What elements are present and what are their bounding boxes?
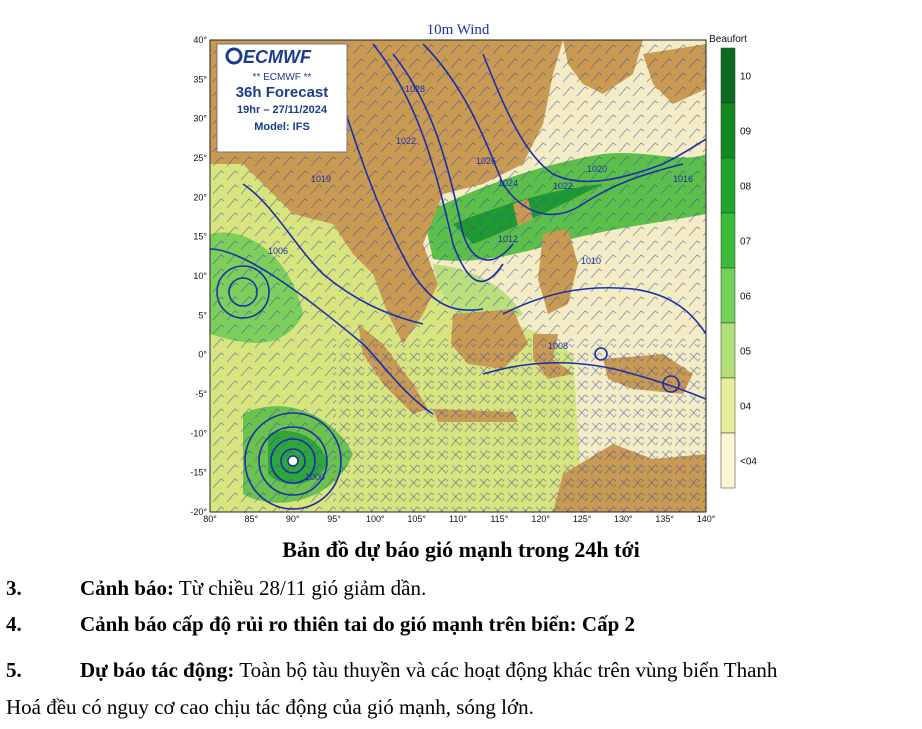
latitude-axis <box>190 35 207 517</box>
lon-tick-label: 100° <box>366 514 385 524</box>
lat-tick-label: -10° <box>190 428 207 439</box>
forecast-datetime: 19hr – 27/11/2024 <box>237 104 327 116</box>
item-4 <box>6 611 635 637</box>
item-number: 3. <box>6 576 22 600</box>
longitude-axis <box>203 514 716 524</box>
lat-tick-label: 15° <box>193 231 207 242</box>
colorbar-label: 06 <box>740 291 752 303</box>
lon-tick-label: 80° <box>203 514 217 524</box>
model-label: Model: IFS <box>254 121 310 133</box>
isobar-label: 1020 <box>586 164 608 174</box>
colorbar-label: 09 <box>740 126 752 138</box>
lon-tick-label: 115° <box>490 514 509 524</box>
colorbar-cell <box>721 213 735 268</box>
forecast-info-box <box>217 44 347 152</box>
colorbar-label: 10 <box>740 71 752 83</box>
isobar-label: 1019 <box>310 174 332 184</box>
colorbar-cell <box>721 378 735 433</box>
isobar-label: 1000 <box>304 472 326 482</box>
item-number: 5. <box>6 658 22 682</box>
item-5 <box>6 657 777 683</box>
lon-tick-label: 125° <box>572 514 592 524</box>
colorbar-label: 08 <box>740 181 752 193</box>
item-number: 4. <box>6 612 22 636</box>
lon-tick-label: 120° <box>531 514 550 524</box>
lat-tick-label: -15° <box>190 467 207 478</box>
item-5-continuation: Hoá đều có nguy cơ cao chịu tác động của gió mạnh, sóng lớn. <box>6 695 534 719</box>
colorbar-label: <04 <box>740 456 757 468</box>
colorbar-label: 05 <box>740 346 752 358</box>
colorbar-title: Beaufort <box>709 34 747 45</box>
lon-tick-label: 130° <box>614 514 633 524</box>
colorbar-cell <box>721 48 735 103</box>
item-text: Toàn bộ tàu thuyền và các hoạt động khác trên vùng biển Thanh <box>234 658 778 682</box>
colorbar-cell <box>721 323 735 378</box>
wind-forecast-map <box>183 14 757 526</box>
isobar-label: 1006 <box>267 246 289 256</box>
isobar-label: 1022 <box>395 136 417 146</box>
lon-tick-label: 135° <box>655 514 674 524</box>
colorbar-cell <box>721 433 735 488</box>
colorbar-cell <box>721 103 735 158</box>
item-label: Dự báo tác động: <box>80 658 235 682</box>
lat-tick-label: 25° <box>193 153 207 163</box>
isobar-label: 1010 <box>580 256 602 266</box>
isobar-label: 1024 <box>497 178 519 188</box>
map-canvas <box>183 14 757 526</box>
lat-tick-label: 20° <box>193 192 207 203</box>
beaufort-colorbar <box>709 34 757 488</box>
lat-tick-label: 40° <box>193 35 207 45</box>
colorbar-cell <box>721 158 735 213</box>
colorbar-label: 04 <box>740 401 752 413</box>
logo-text: ECMWF <box>243 47 311 67</box>
lon-tick-label: 85° <box>244 514 259 524</box>
lon-tick-label: 90° <box>285 514 300 524</box>
item-3 <box>6 575 426 601</box>
isobar-label: 1016 <box>672 174 694 184</box>
isobar-label: 1026 <box>475 156 497 166</box>
storm-center-icon <box>288 456 298 466</box>
lon-tick-label: 110° <box>449 514 467 524</box>
lat-tick-label: -5° <box>195 389 207 399</box>
lat-tick-label: -20° <box>190 507 207 517</box>
lon-tick-label: 105° <box>407 514 426 524</box>
isobar-label: 1012 <box>497 234 519 244</box>
lon-tick-label: 140° <box>696 514 716 524</box>
forecast-label: 36h Forecast <box>235 84 329 101</box>
lat-tick-label: 10° <box>193 271 207 281</box>
isobar-label: 1028 <box>404 84 426 94</box>
isobar-label: 1022 <box>552 181 574 191</box>
item-text: Từ chiều 28/11 gió giảm dần. <box>173 576 427 600</box>
lat-tick-label: 35° <box>193 74 207 85</box>
lat-tick-label: 5° <box>198 310 207 321</box>
map-title: 10m Wind <box>426 22 490 38</box>
map-caption: Bản đồ dự báo gió mạnh trong 24h tới <box>282 537 640 562</box>
lon-tick-label: 95° <box>327 514 341 524</box>
colorbar-label: 07 <box>740 236 752 248</box>
item-label: Cảnh báo cấp độ rủi ro thiên tai do gió mạnh trên biển: Cấp 2 <box>80 612 636 636</box>
isobar-label: 1008 <box>547 341 569 351</box>
lat-tick-label: 30° <box>193 113 207 124</box>
colorbar-cell <box>721 268 735 323</box>
item-label: Cảnh báo: <box>80 576 174 600</box>
lat-tick-label: 0° <box>198 349 207 360</box>
logo-subtitle: ** ECMWF ** <box>252 72 312 83</box>
